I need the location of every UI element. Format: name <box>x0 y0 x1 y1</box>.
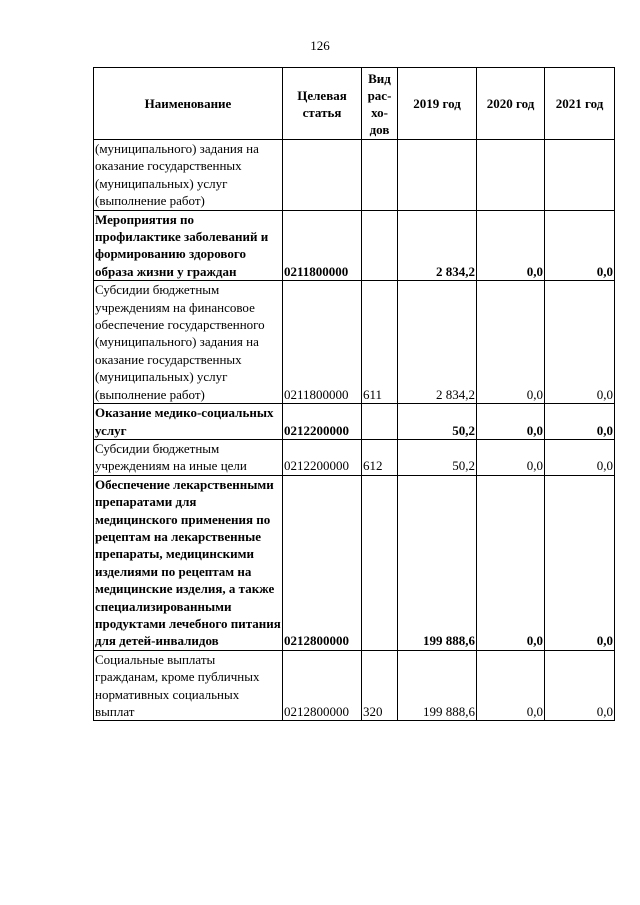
table-row <box>94 140 615 211</box>
row-2019: 2 834,2 <box>398 281 477 404</box>
row-code: 0212200000 <box>283 439 362 475</box>
row-2019 <box>398 140 477 211</box>
header-code: Целевая статья <box>283 68 362 140</box>
row-code: 0212800000 <box>283 650 362 721</box>
row-code <box>283 140 362 211</box>
row-name: Мероприятия по профилактике заболеваний и формированию здорового образа жизни у граждан <box>94 210 283 281</box>
row-2019: 50,2 <box>398 439 477 475</box>
row-name: (муниципального) задания на оказание государственных (муниципальных) услуг (выполнение работ) <box>94 140 283 211</box>
row-code: 0212800000 <box>283 475 362 650</box>
header-2019: 2019 год <box>398 68 477 140</box>
row-2020: 0,0 <box>477 650 545 721</box>
header-2021: 2021 год <box>545 68 615 140</box>
row-2020 <box>477 140 545 211</box>
row-name: Обеспечение лекарственными препаратами для медицинского применения по рецептам на лекарственные препараты, медицинскими изделиями по рецептам на медицинские изделия, а также специализированными продуктами лечебного питания для детей-инвалидов <box>95 476 281 649</box>
row-name: Социальные выплаты гражданам, кроме публичных нормативных социальных выплат <box>94 650 283 721</box>
row-2021: 0,0 <box>545 439 615 475</box>
row-2020: 0,0 <box>477 404 545 440</box>
budget-table <box>93 67 615 721</box>
row-2019: 199 888,6 <box>398 650 477 721</box>
table-row <box>94 404 615 440</box>
table-row <box>94 475 615 650</box>
row-type <box>362 210 398 281</box>
table-row <box>94 650 615 721</box>
row-type: 320 <box>362 650 398 721</box>
row-2021: 0,0 <box>545 281 615 404</box>
row-2021: 0,0 <box>545 404 615 440</box>
table-row <box>94 439 615 475</box>
row-code: 0212200000 <box>283 404 362 440</box>
table-row <box>94 210 615 281</box>
row-type <box>362 404 398 440</box>
row-name: Субсидии бюджетным учреждениям на иные цели <box>94 439 283 475</box>
row-name: Субсидии бюджетным учреждениям на финансовое обеспечение государственного (муниципального) задания на оказание государственных (муниципальных) услуг (выполнение работ) <box>94 281 283 404</box>
row-2020: 0,0 <box>477 210 545 281</box>
row-type <box>362 140 398 211</box>
page-number: 126 <box>310 38 330 53</box>
row-2020: 0,0 <box>477 281 545 404</box>
row-type <box>362 475 398 650</box>
header-name: Наименование <box>94 68 283 140</box>
row-2019: 50,2 <box>398 404 477 440</box>
row-2021: 0,0 <box>545 475 615 650</box>
row-name: Оказание медико-социальных услуг <box>94 404 283 440</box>
row-type: 612 <box>362 439 398 475</box>
table-row <box>94 281 615 404</box>
row-2020: 0,0 <box>477 475 545 650</box>
row-2019: 2 834,2 <box>398 210 477 281</box>
row-type: 611 <box>362 281 398 404</box>
row-2021: 0,0 <box>545 650 615 721</box>
row-2019: 199 888,6 <box>398 475 477 650</box>
row-2021 <box>545 140 615 211</box>
row-code: 0211800000 <box>283 210 362 281</box>
header-type: Вид рас-хо-дов <box>362 68 398 140</box>
header-2020: 2020 год <box>477 68 545 140</box>
row-2021: 0,0 <box>545 210 615 281</box>
row-code: 0211800000 <box>283 281 362 404</box>
row-2020: 0,0 <box>477 439 545 475</box>
table-header-row <box>94 68 615 140</box>
